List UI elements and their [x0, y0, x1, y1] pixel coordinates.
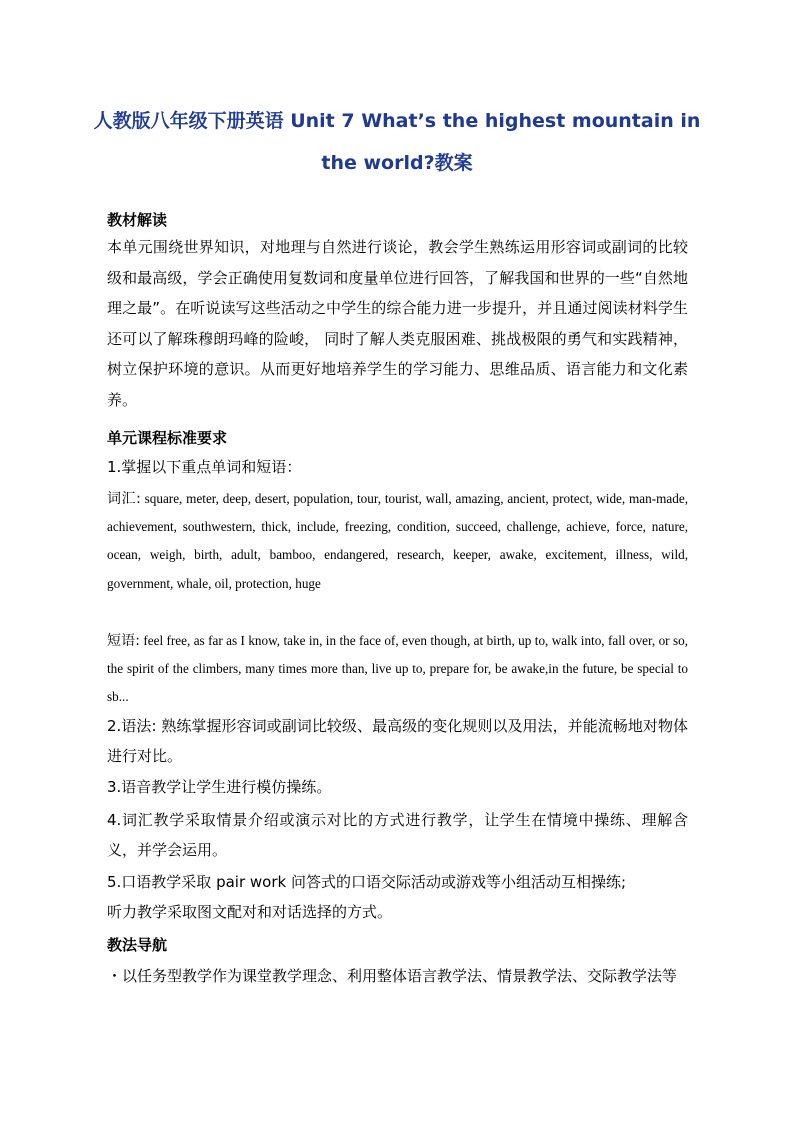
standard-item-1: 1.掌握以下重点单词和短语：	[107, 458, 302, 476]
vocabulary-words: square, meter, deep, desert, population, tour, tourist, wall, amazing, ancient, protect, wide, man-made, achievement, southwestern, thick, include, freezing, condition, succeed, challenge, achieve, force, nature, ocean, weigh, birth, adult, bamboo, endangered, research, keeper, awake, excitement, illness, wild, government, whale, oil, protection, huge	[107, 491, 688, 591]
section-heading-curriculum-standards: 单元课程标准要求	[107, 429, 228, 447]
phrase-words: feel free, as far as I know, take in, in the face of, even though, at birth, up to, walk into, fall over, or so, the spirit of the climbers, many times more than, live up to, prepare for, be awake,in the future, be special to sb...	[107, 633, 688, 705]
standard-item-4: 4.词汇教学采取情景介绍或演示对比的方式进行教学，让学生在情境中操练、理解含义，并学会运用。	[107, 811, 688, 859]
textbook-analysis-paragraph: 本单元围绕世界知识，对地理与自然进行谈论，教会学生熟练运用形容词或副词的比较级和最高级，学会正确使用复数词和度量单位进行回答，了解我国和世界的一些“自然地理之最”。在听说读写这些活动之中学生的综合能力进一步提升，并且通过阅读材料学生还可以了解珠穆朗玛峰的险峻， 同时了解人类克服困难、挑战极限的勇气和实践精神，树立保护环境的意识。从而更好地培养学生的学习能力、思维品质、语言能力和文化素养。	[107, 238, 688, 409]
standard-item-3: 3.语音教学让学生进行模仿操练。	[107, 778, 332, 796]
section-heading-teaching-methods: 教法导航	[107, 936, 168, 954]
vocabulary-label: 词汇:	[107, 491, 141, 507]
section-heading-textbook-analysis: 教材解读	[107, 211, 168, 229]
standard-item-2: 2.语法: 熟练掌握形容词或副词比较级、最高级的变化规则以及用法，并能流畅地对物体进行对比。	[107, 717, 688, 765]
vocabulary-list	[107, 485, 688, 598]
phrase-list	[107, 627, 688, 712]
document-title-line-1: 人教版八年级下册英语 Unit 7 What’s the highest mountain in	[93, 110, 701, 132]
standard-item-5a: 5.口语教学采取 pair work 问答式的口语交际活动或游戏等小组活动互相操练;	[107, 873, 627, 891]
teaching-method-bullet: ・以任务型教学作为课堂教学理念、利用整体语言教学法、情景教学法、交际教学法等	[107, 967, 678, 985]
phrase-label: 短语:	[107, 633, 140, 649]
document-title-line-2: the world?教案	[321, 152, 473, 174]
standard-item-5b: 听力教学采取图文配对和对话选择的方式。	[107, 903, 393, 921]
